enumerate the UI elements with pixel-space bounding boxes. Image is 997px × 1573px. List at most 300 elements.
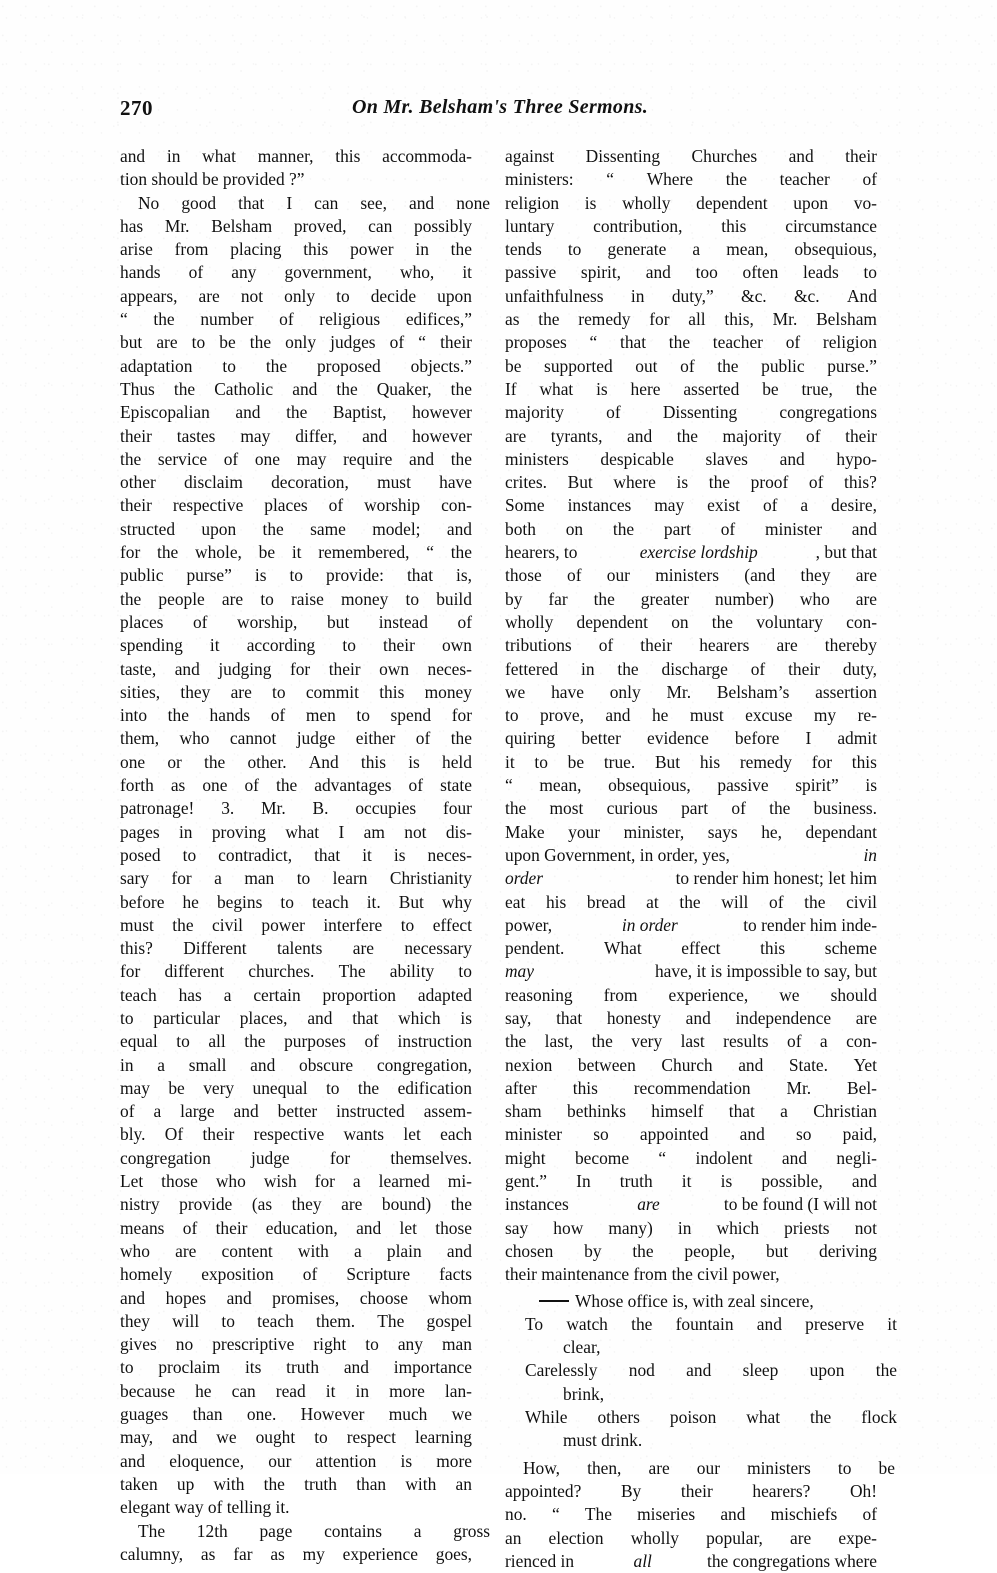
line-word: it — [887, 1313, 897, 1334]
line-word: paid, — [842, 1124, 877, 1145]
line-word: “ — [426, 542, 434, 563]
line-word: last — [680, 1031, 705, 1052]
line-word: vo- — [853, 192, 877, 213]
line-word: fettered — [505, 658, 559, 679]
line-word: are — [855, 1007, 877, 1028]
line-word: Belsham’s — [716, 681, 790, 702]
line-word: of — [862, 1504, 877, 1525]
verse-text: the — [810, 1407, 832, 1428]
line-word: posed — [120, 844, 161, 865]
line-word: and — [292, 378, 318, 399]
line-word: ought — [255, 1427, 296, 1448]
line-word: and — [446, 518, 472, 539]
line-word: are — [776, 635, 798, 656]
line-word: how — [553, 1217, 584, 1238]
line-word: their — [202, 1124, 235, 1145]
line-word: deriving — [819, 1240, 877, 1261]
em-dash-rule — [539, 1300, 569, 1302]
line-word: edification — [397, 1077, 472, 1098]
line-word: Belsham — [816, 309, 877, 330]
line-word: choose — [359, 1287, 409, 1308]
verse-line — [505, 1359, 897, 1382]
line-word: Yet — [853, 1054, 877, 1075]
italic-phrase: are — [637, 1194, 660, 1215]
line-word: religion — [822, 332, 877, 353]
line-word: either — [355, 728, 396, 749]
line-word: he — [651, 705, 669, 726]
line-word: he — [195, 1380, 212, 1401]
line-text: to render him honest; let him — [675, 868, 877, 889]
text-line-italic-are — [505, 1193, 877, 1216]
line-word: that — [352, 1007, 379, 1028]
line-word: teach — [120, 984, 157, 1005]
line-word: are — [648, 1457, 670, 1478]
line-word: of — [862, 169, 877, 190]
line-word: &c. — [741, 285, 767, 306]
line-word: certain — [253, 984, 301, 1005]
verse-text: Whose office is, with zeal sincere, — [575, 1290, 814, 1311]
text-line — [505, 1457, 895, 1480]
line-word: State. — [788, 1054, 828, 1075]
line-word: or — [167, 751, 182, 772]
line-word: excuse — [745, 705, 793, 726]
line-word: and — [851, 1171, 877, 1192]
line-word: the — [157, 542, 179, 563]
line-word: prescriptive — [212, 1334, 295, 1355]
line-word: read — [275, 1380, 306, 1401]
line-word: their — [640, 635, 673, 656]
line-word: spend — [390, 705, 432, 726]
line-word: has — [178, 984, 202, 1005]
line-word: this — [851, 751, 877, 772]
line-word: wholly — [505, 611, 554, 632]
text-line — [120, 378, 472, 401]
text-line — [120, 1054, 472, 1077]
line-word: and — [779, 448, 805, 469]
line-word: and — [233, 1101, 259, 1122]
line-word: is — [584, 192, 597, 213]
verse-quotation — [505, 1290, 897, 1453]
line-word: of — [408, 775, 424, 796]
line-word: proportion — [322, 984, 396, 1005]
line-word: the — [505, 798, 527, 819]
line-word: our — [268, 1450, 292, 1471]
line-word: their — [328, 658, 361, 679]
line-word: is — [596, 378, 608, 399]
line-word: of — [223, 448, 239, 469]
line-word: a — [692, 239, 701, 260]
line-word: spending — [120, 635, 183, 656]
text-line — [120, 518, 472, 541]
text-line — [120, 1077, 472, 1100]
line-word: other. — [247, 751, 287, 772]
verse-line — [505, 1406, 897, 1429]
line-word: a — [223, 984, 232, 1005]
line-word: the — [769, 798, 791, 819]
line-word: luntary — [505, 215, 555, 236]
line-word: where — [613, 472, 656, 493]
line-word: last, — [544, 1031, 574, 1052]
line-word: and — [446, 1240, 472, 1261]
line-word: the — [172, 914, 194, 935]
line-word: greater — [640, 588, 690, 609]
line-word: Some — [505, 495, 545, 516]
line-word: must — [377, 472, 411, 493]
line-word: can — [368, 215, 393, 236]
line-word: Thus — [120, 378, 155, 399]
line-word: that — [314, 844, 341, 865]
line-word: provide: — [326, 565, 384, 586]
line-word: is — [720, 1171, 733, 1192]
line-word: one. — [246, 1404, 277, 1425]
line-word: religion — [505, 192, 560, 213]
line-word: Catholic — [214, 378, 274, 399]
line-word: who — [120, 1240, 150, 1261]
line-word: very — [631, 1031, 663, 1052]
line-word: disclaim — [183, 472, 243, 493]
line-word: different — [164, 961, 225, 982]
text-line — [120, 1520, 490, 1543]
verse-line-runover — [505, 1336, 877, 1359]
line-word: learn — [332, 868, 368, 889]
line-word: dependant — [805, 821, 877, 842]
line-word: Scripture — [346, 1264, 411, 1285]
text-line — [120, 564, 472, 587]
column-left — [120, 145, 490, 1566]
line-word: of — [270, 705, 286, 726]
line-word: to — [289, 565, 303, 586]
line-word: upon — [437, 285, 472, 306]
line-word: Quaker, — [376, 378, 432, 399]
line-word: is — [254, 565, 267, 586]
line-word: by — [584, 1240, 602, 1261]
line-word: necessary — [404, 938, 472, 959]
line-word: page — [259, 1520, 293, 1541]
line-word: experience, — [668, 984, 749, 1005]
text-line — [120, 914, 472, 937]
line-word: any — [231, 262, 257, 283]
line-word: be — [567, 751, 585, 772]
line-word: respect — [346, 1427, 396, 1448]
line-word: all — [208, 1031, 226, 1052]
line-word: it — [362, 844, 372, 865]
line-word: possibly — [414, 215, 472, 236]
line-word: appears, — [120, 285, 178, 306]
line-word: bread — [586, 891, 626, 912]
line-word: will — [172, 1310, 200, 1331]
line-word: provide — [179, 1194, 233, 1215]
line-word: might — [505, 1147, 546, 1168]
line-word: in — [120, 1054, 134, 1075]
line-word: obscure — [299, 1054, 354, 1075]
line-word: money — [424, 681, 472, 702]
line-word: talents — [277, 938, 323, 959]
line-word: respective — [172, 495, 244, 516]
line-word: why — [441, 891, 472, 912]
line-word: respective — [253, 1124, 325, 1145]
line-word: But — [654, 751, 681, 772]
line-word: on — [671, 611, 689, 632]
line-word: must — [120, 914, 154, 935]
line-word: of — [415, 728, 431, 749]
line-word: Churches — [691, 146, 758, 166]
line-word: and — [627, 425, 653, 446]
line-word: part — [681, 798, 709, 819]
line-word: and — [343, 1357, 369, 1378]
line-word: with — [297, 1240, 329, 1261]
line-word: is — [865, 775, 877, 796]
line-word: the — [286, 402, 308, 423]
line-word: slaves — [705, 448, 748, 469]
line-word: bound) — [381, 1194, 432, 1215]
text-line — [505, 401, 877, 424]
line-word: both — [505, 518, 536, 539]
text-line — [505, 471, 877, 494]
line-word: out — [635, 355, 658, 376]
text-line — [120, 611, 472, 634]
line-word: chosen — [505, 1240, 554, 1261]
line-word: we — [216, 1427, 237, 1448]
line-word: teacher — [712, 332, 763, 353]
line-word: tastes — [176, 425, 216, 446]
line-word: as — [270, 1543, 285, 1564]
italic-phrase: in — [863, 844, 877, 865]
line-word: of — [182, 1217, 198, 1238]
line-word: I — [338, 821, 345, 842]
line-word: for — [289, 658, 311, 679]
line-word: of — [806, 425, 821, 446]
line-word: four — [443, 798, 472, 819]
line-word: that — [238, 192, 265, 213]
line-word: and — [235, 402, 261, 423]
line-word: tends — [505, 239, 542, 260]
text-line — [505, 378, 877, 401]
text-line-italic-all — [505, 1550, 877, 1573]
verse-text: the — [875, 1360, 897, 1381]
running-head — [120, 96, 880, 126]
line-word: instead — [378, 611, 428, 632]
line-word: and — [307, 1007, 333, 1028]
italic-phrase: order — [505, 868, 543, 889]
line-word: proved, — [293, 215, 347, 236]
line-word: own — [441, 635, 472, 656]
line-word: &c. — [794, 285, 820, 306]
line-word: discharge — [661, 658, 728, 679]
line-word: be — [505, 355, 522, 376]
text-line — [505, 494, 877, 517]
line-word: business. — [813, 798, 877, 819]
text-line — [505, 238, 877, 261]
line-word: of — [389, 332, 405, 353]
line-word: facts — [439, 1264, 472, 1285]
line-text: their maintenance from the civil power, — [505, 1264, 780, 1285]
line-word: all — [688, 309, 706, 330]
line-word: neces- — [427, 844, 472, 865]
line-word: a — [413, 1520, 422, 1541]
line-word: decoration, — [271, 472, 349, 493]
line-text: to render him inde- — [743, 914, 877, 935]
line-word: their — [120, 425, 152, 446]
line-word: remedy — [739, 751, 793, 772]
line-word: a — [214, 868, 222, 889]
line-word: appointed? — [505, 1480, 582, 1501]
text-line — [120, 1473, 472, 1496]
line-word: with — [405, 1473, 437, 1494]
line-word: the — [265, 355, 288, 376]
line-word: worship — [364, 495, 421, 516]
line-word: the — [725, 169, 747, 190]
text-line — [505, 588, 877, 611]
line-word: only — [609, 681, 641, 702]
line-word: that — [406, 565, 434, 586]
line-word: who — [215, 1171, 246, 1192]
line-word: the — [668, 332, 691, 353]
line-word: of — [785, 332, 801, 353]
line-word: civil — [212, 914, 243, 935]
line-word: goes, — [435, 1543, 472, 1564]
line-word: mean, — [726, 239, 769, 260]
line-word: in — [677, 1217, 692, 1238]
line-word: cannot — [229, 728, 277, 749]
line-word: the — [450, 1194, 472, 1215]
line-word: wholly — [622, 192, 671, 213]
line-word: forth — [120, 775, 154, 796]
line-word: and — [605, 705, 631, 726]
line-word: hypo- — [836, 448, 877, 469]
line-word: good — [181, 192, 217, 213]
line-word: Mr. — [786, 1077, 812, 1098]
line-word: the — [711, 611, 734, 632]
line-word: what — [539, 378, 574, 399]
line-word: require — [343, 448, 393, 469]
text-line — [120, 355, 472, 378]
line-word: that — [556, 1007, 583, 1028]
line-word: their — [440, 332, 472, 353]
line-word: experience — [342, 1543, 418, 1564]
line-word: no — [175, 1334, 194, 1355]
line-word: are — [505, 425, 527, 446]
line-word: the — [593, 588, 615, 609]
line-word: What — [603, 938, 642, 959]
line-word: a — [153, 1101, 162, 1122]
text-line-italic-inorder-c — [505, 914, 877, 937]
line-word: are — [230, 681, 252, 702]
line-word: education, — [265, 1217, 338, 1238]
line-word: a — [157, 1054, 165, 1075]
text-line — [120, 704, 472, 727]
verse-text: upon — [809, 1360, 845, 1381]
line-word: hopes — [165, 1287, 207, 1308]
line-word: be — [878, 1457, 895, 1478]
line-word: to — [176, 1031, 190, 1052]
line-word: before — [734, 728, 780, 749]
line-word: they — [291, 1194, 322, 1215]
line-word: whom — [428, 1287, 472, 1308]
line-word: of — [244, 775, 259, 796]
line-word: their — [215, 1217, 248, 1238]
line-word: he — [182, 891, 199, 912]
line-word: Where — [646, 169, 694, 190]
line-text: elegant way of telling it. — [120, 1497, 290, 1518]
line-word: government, — [284, 262, 372, 283]
line-word: and — [226, 1287, 252, 1308]
line-word: to — [280, 891, 294, 912]
line-word: and — [738, 1054, 764, 1075]
line-word: because — [120, 1380, 176, 1401]
line-word: power — [350, 239, 394, 260]
line-word: 3. — [221, 798, 235, 819]
line-word: it — [325, 1380, 336, 1401]
line-word: to — [296, 868, 311, 889]
line-text: have, it is impossible to say, but — [654, 961, 877, 982]
line-word: popular, — [706, 1527, 763, 1548]
line-word: of — [606, 402, 621, 423]
line-word: proof — [750, 472, 789, 493]
line-word: however — [412, 402, 472, 423]
line-text: rienced in — [505, 1550, 579, 1571]
line-word: many) — [608, 1217, 653, 1238]
line-word: which — [398, 1007, 441, 1028]
text-line — [120, 1310, 472, 1333]
line-word: Oh! — [849, 1480, 877, 1501]
line-word: but — [326, 611, 350, 632]
line-word: but — [120, 332, 143, 353]
text-line — [120, 401, 472, 424]
line-word: the — [276, 775, 298, 796]
line-word: to — [272, 681, 286, 702]
text-line — [120, 1403, 472, 1426]
line-word: himself — [651, 1101, 704, 1122]
text-line — [120, 1543, 472, 1566]
text-line — [505, 1527, 877, 1550]
line-word: power — [261, 914, 305, 935]
line-word: Of — [164, 1124, 184, 1145]
line-word: to — [222, 355, 236, 376]
line-word: in — [166, 146, 181, 166]
line-word: your — [568, 821, 601, 842]
line-word: according — [246, 635, 316, 656]
line-word: them, — [120, 728, 160, 749]
line-word: to — [863, 262, 877, 283]
line-word: curious — [606, 798, 658, 819]
text-line — [120, 681, 472, 704]
line-word: proclaim — [158, 1357, 221, 1378]
line-word: remedy — [578, 309, 631, 330]
line-word: more — [389, 1380, 425, 1401]
line-word: arise — [120, 239, 153, 260]
line-word: public — [761, 355, 805, 376]
text-line — [120, 1030, 472, 1053]
line-word: own — [379, 658, 410, 679]
line-text: tion should be provided ?” — [120, 169, 305, 190]
line-word: much — [388, 1404, 428, 1425]
line-word: occupies — [355, 798, 417, 819]
line-word: the — [262, 518, 284, 539]
text-line — [120, 1147, 472, 1170]
line-word: lan- — [444, 1380, 472, 1401]
line-word: places — [120, 611, 164, 632]
line-word: (as — [251, 1194, 273, 1215]
text-line — [120, 1356, 472, 1379]
line-word: hearers? — [752, 1480, 811, 1501]
line-word: and — [356, 1217, 382, 1238]
line-word: eloquence, — [169, 1450, 245, 1471]
line-word: number — [200, 309, 254, 330]
text-line — [120, 1217, 472, 1240]
line-word: of — [762, 495, 778, 516]
text-line — [505, 751, 877, 774]
line-word: not — [240, 285, 264, 306]
